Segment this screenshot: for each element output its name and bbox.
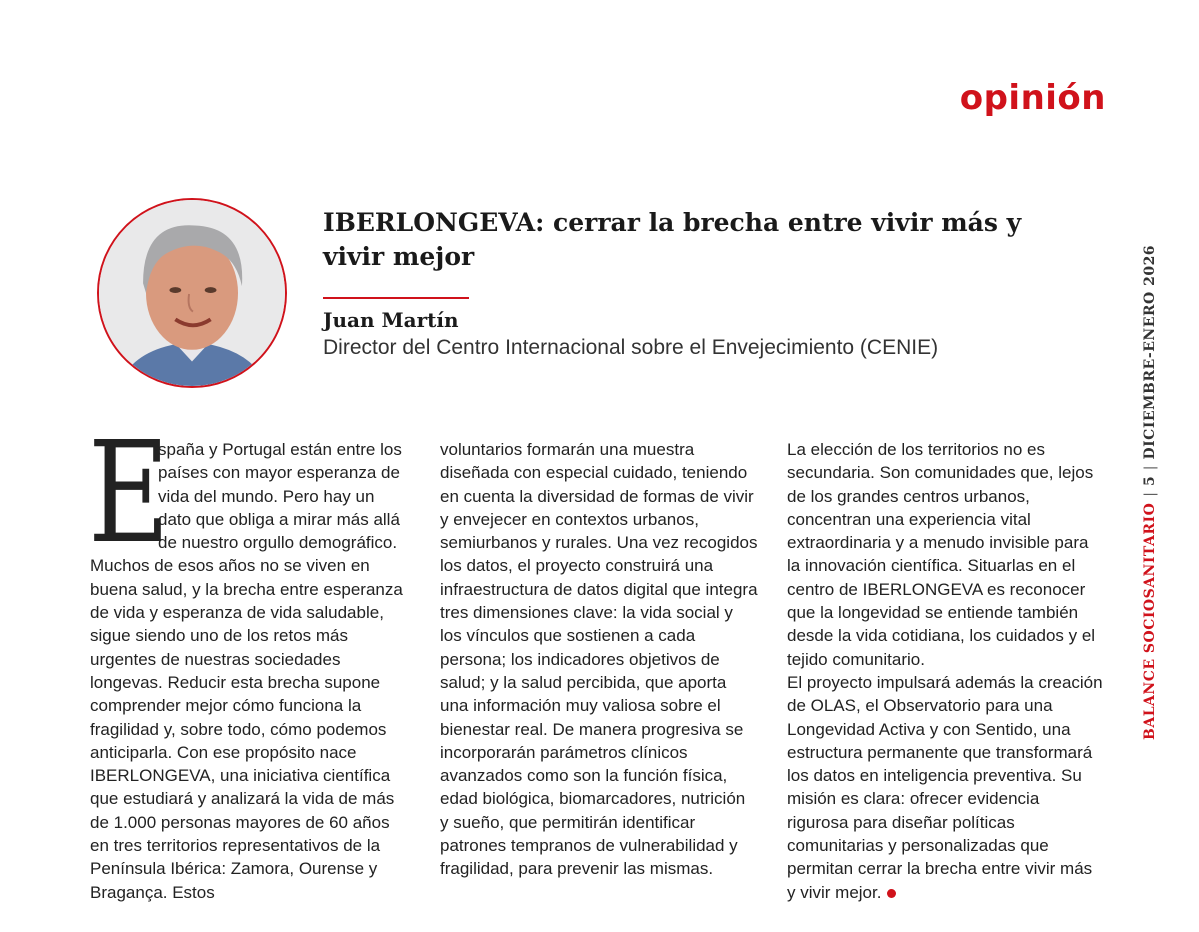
title-divider: [323, 297, 469, 299]
text-column-3: [787, 438, 1105, 904]
author-role: Director del Centro Internacional sobre el Envejecimiento (CENIE): [323, 336, 939, 359]
drop-cap: E: [88, 412, 170, 575]
section-label: opinión: [959, 78, 1106, 118]
text-column-1: [88, 412, 408, 904]
text-column-2: [440, 438, 758, 881]
paragraph: spaña y Portugal están entre los países con mayor esperanza de vida del mundo. Pero hay un dato que obliga a mirar más allá de nuestro orgullo demográfico. Muchos de esos años no se viven en buena salud, y la brecha entre esperanza de vida y esperanza de vida saludable, sigue siendo uno de los retos más urgentes de nuestras sociedades longevas. Reducir esta brecha supone comprender mejor cómo funciona la fragilidad y, sobre todo, cómo podemos anticiparla. Con ese propósito nace IBERLONGEVA, una iniciativa científica que estudiará y analizará la vida de más de 1.000 personas mayores de 60 años en tres territorios representativos de la Península Ibérica: Zamora, Ourense y Bragança. Estos: [90, 440, 403, 902]
end-mark-icon: [887, 889, 896, 898]
publication-name: BALANCE SOCIOSANITARIO: [1142, 502, 1158, 740]
issue-date: DICIEMBRE-ENERO 2026: [1142, 244, 1158, 460]
author-name: Juan Martín: [323, 308, 459, 332]
article-title: IBERLONGEVA: cerrar la brecha entre vivir más y vivir mejor: [323, 208, 1022, 271]
paragraph: La elección de los territorios no es secundaria. Son comunidades que, lejos de los grandes centros urbanos, concentran una experiencia vital extraordinaria y a menudo invisible para la innovación científica. Situarlas en el centro de IBERLONGEVA es reconocer que la longevidad se entiende también desde la vida cotidiana, los cuidados y el tejido comunitario.: [787, 440, 1096, 669]
page-number: 5: [1142, 476, 1158, 486]
separator: |: [1142, 465, 1158, 471]
page-footer-vertical: [1140, 245, 1160, 740]
paragraph: voluntarios formarán una muestra diseñada con especial cuidado, teniendo en cuenta la diversidad de formas de vivir y envejecer en contextos urbanos, semiurbanos y rurales. Una vez recogidos los datos, el proyecto construirá una infraestructura de datos digital que integra tres dimensiones clave: la vida social y los vínculos que sostienen a cada persona; los indicadores objetivos de salud; y la salud percibida, que aporta una información muy valiosa sobre el bienestar real. De manera progresiva se incorporarán parámetros clínicos avanzados como son la función física, edad biológica, biomarcadores, nutrición y sueño, que permitirán identificar patrones tempranos de vulnerabilidad y fragilidad, para prevenir las mismas.: [440, 440, 758, 879]
separator: |: [1142, 491, 1158, 497]
author-photo-icon: [99, 200, 285, 386]
author-portrait: [97, 198, 287, 388]
paragraph: El proyecto impulsará además la creación de OLAS, el Observatorio para una Longevidad Activa y con Sentido, una estructura permanente que transformará los datos en inteligencia preventiva. Su misión es clara: ofrecer evidencia rigurosa para diseñar políticas comunitarias y personalizadas que permitan cerrar la brecha entre vivir más y vivir mejor.: [787, 672, 1103, 902]
